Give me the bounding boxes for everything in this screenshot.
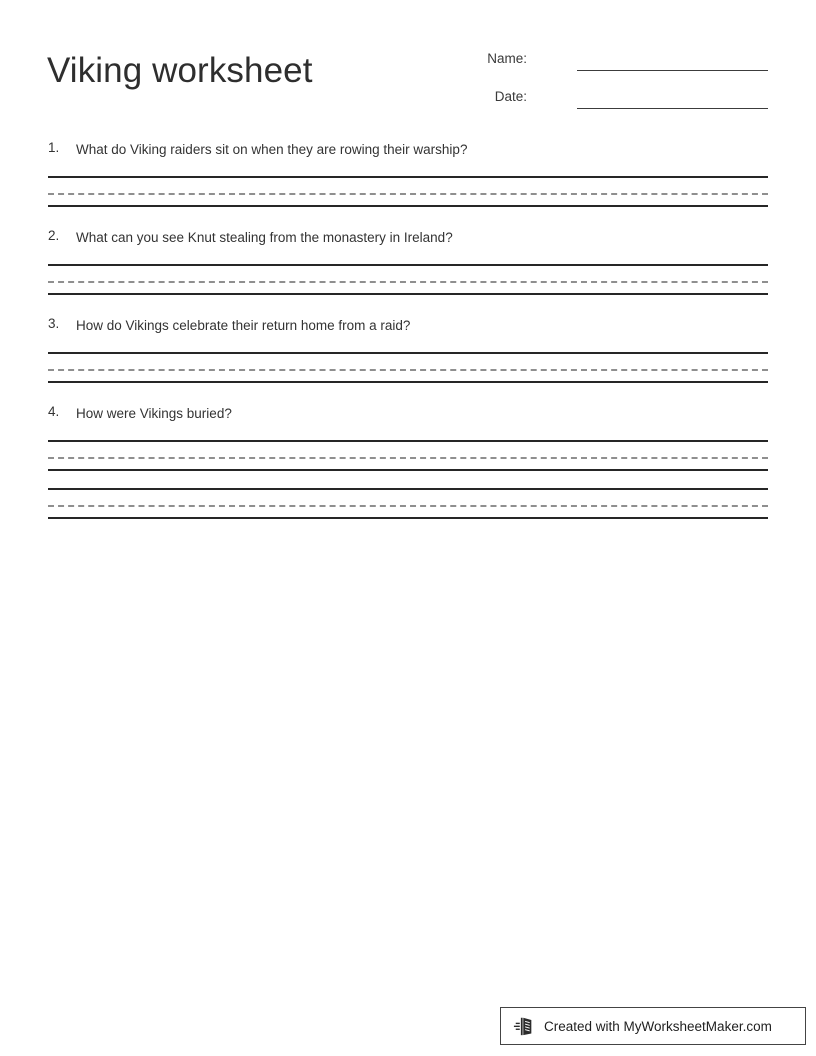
name-field-input[interactable] [577,70,768,71]
question-text: What can you see Knut stealing from the monastery in Ireland? [76,230,453,245]
question-number: 1. [48,140,60,155]
rule-dashed-mid [48,281,768,283]
name-field-label: Name: [487,51,527,66]
question-number: 2. [48,228,60,243]
name-field-row [470,48,770,86]
date-field-label: Date: [494,89,527,104]
rule-solid-top [48,264,768,266]
question-text: What do Viking raiders sit on when they are rowing their warship? [76,142,468,157]
question-block [0,228,816,294]
rule-dashed-mid [48,369,768,371]
rule-solid-bottom [48,381,768,383]
rule-solid-bottom [48,517,768,519]
rule-dashed-mid [48,193,768,195]
question-list [0,140,816,540]
question-block [0,140,816,206]
question-text-row [0,316,816,338]
question-number: 4. [48,404,60,419]
created-with-label: Created with MyWorksheetMaker.com [544,1018,772,1034]
worksheet-header [0,0,816,130]
rule-solid-bottom [48,205,768,207]
question-text: How were Vikings buried? [76,406,232,421]
answer-line-group[interactable] [48,264,768,294]
rule-dashed-mid [48,457,768,459]
worksheet-maker-logo-icon [513,1015,535,1037]
question-text-row [0,404,816,426]
rule-solid-bottom [48,293,768,295]
question-text-row [0,228,816,250]
answer-line-group[interactable] [48,488,768,518]
question-text: How do Vikings celebrate their return home from a raid? [76,318,411,333]
page-title: Viking worksheet [47,51,313,90]
created-with-badge[interactable] [500,1007,806,1045]
question-block [0,316,816,382]
answer-line-group[interactable] [48,440,768,470]
answer-line-group[interactable] [48,176,768,206]
student-info-fields [470,48,770,124]
date-field-input[interactable] [577,108,768,109]
rule-solid-top [48,176,768,178]
rule-solid-top [48,440,768,442]
rule-dashed-mid [48,505,768,507]
rule-solid-top [48,488,768,490]
rule-solid-top [48,352,768,354]
question-number: 3. [48,316,60,331]
rule-solid-bottom [48,469,768,471]
question-block [0,404,816,518]
date-field-row [470,86,770,124]
answer-line-group[interactable] [48,352,768,382]
question-text-row [0,140,816,162]
